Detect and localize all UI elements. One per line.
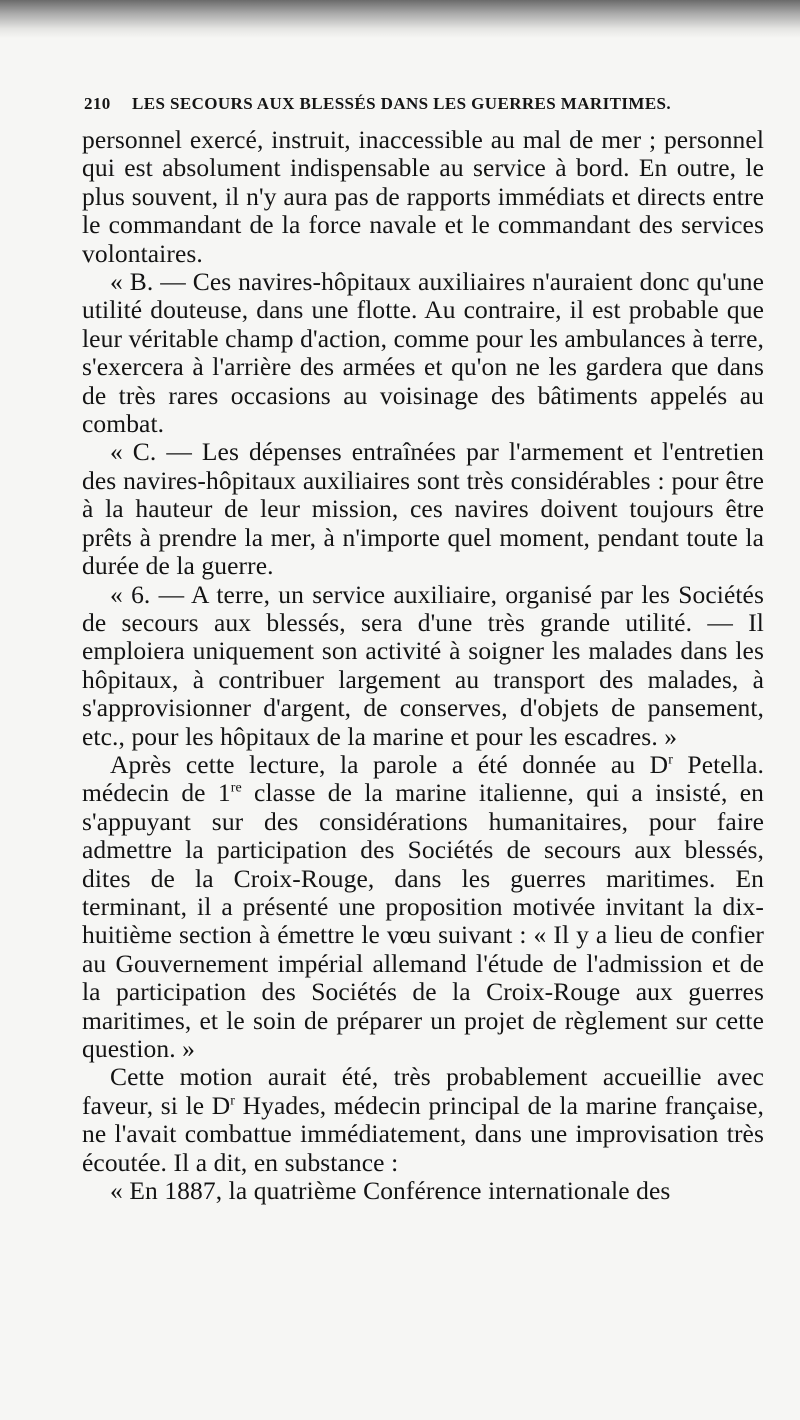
superscript-docteur: r <box>668 752 673 768</box>
paragraph-2: « B. — Ces navires-hôpitaux auxiliaires n'auraient donc qu'une utilité douteuse, dans une flotte. Au contraire, il est probable que leur véritable champ d'action, comme pour les ambulances à terre, s'exercera à l'arrière des armées et qu'on ne les gardera que dans de très rares occasions au voisinage des bâtiments appelés au combat. <box>82 267 764 439</box>
paragraph-3: « C. — Les dépenses entraînées par l'armement et l'entretien des navires-hôpitaux auxiliaires sont très considérables : pour être à la hauteur de leur mission, ces navires doivent toujours être prêts à prendre la mer, à n'importe quel moment, pendant toute la durée de la guerre. <box>82 437 764 581</box>
paragraph-6 <box>82 1063 764 1177</box>
superscript-premiere: re <box>230 780 242 796</box>
body-text <box>82 126 764 1205</box>
paragraph-1: personnel exercé, instruit, inaccessible au mal de mer ; personnel qui est absolument indispensable au service à bord. En outre, le plus souvent, il n'y aura pas de rapports immédiats et directs entre le commandant de la force navale et le commandant des services volontaires. <box>82 125 764 268</box>
paragraph-7: « En 1887, la quatrième Conférence internationale des <box>110 1176 671 1206</box>
paragraph-5-part-b: Petella. médecin de 1 <box>82 749 764 808</box>
paragraph-5 <box>82 751 764 1063</box>
paragraph-5-part-a: Après cette lecture, la parole a été donnée au D <box>110 749 669 779</box>
superscript-docteur-2: r <box>230 1093 236 1109</box>
paragraph-6-part-a: Cette motion aurait été, très probablement accueillie avec faveur, si le D <box>82 1062 764 1120</box>
scan-shadow-edge <box>0 0 800 38</box>
paragraph-5-part-c: classe de la marine italienne, qui a insisté, en s'appuyant sur des considérations humanitaires, pour faire admettre la participation des Sociétés de secours aux blessés, dites de la Croix-Rouge, dans les guerres maritimes. En terminant, il a présenté une proposition motivée invitant la dix-huitième section à émettre le vœu suivant : « Il y a lieu de confier au Gouvernement impérial allemand l'étude de l'admission et de la participation des Sociétés de la Croix-Rouge aux guerres maritimes, et le soin de préparer un projet de règlement sur cette question. » <box>82 778 764 1063</box>
paragraph-6-part-b: Hyades, médecin principal de la marine française, ne l'avait combattue immédiatement, dans une improvisation très écoutée. Il a dit, en substance : <box>82 1090 764 1177</box>
paragraph-4: « 6. — A terre, un service auxiliaire, organisé par les Sociétés de secours aux blessés, sera d'une très grande utilité. — Il emploiera uniquement son activité à soigner les malades dans les hôpitaux, à contribuer largement au transport des malades, à s'approvisionner d'argent, de conserves, d'objets de pansement, etc., pour les hôpitaux de la marine et pour les escadres. » <box>82 579 764 751</box>
running-header <box>84 94 704 120</box>
running-title: LES SECOURS AUX BLESSÉS DANS LES GUERRES MARITIMES. <box>132 94 672 113</box>
page-number: 210 <box>84 94 111 113</box>
